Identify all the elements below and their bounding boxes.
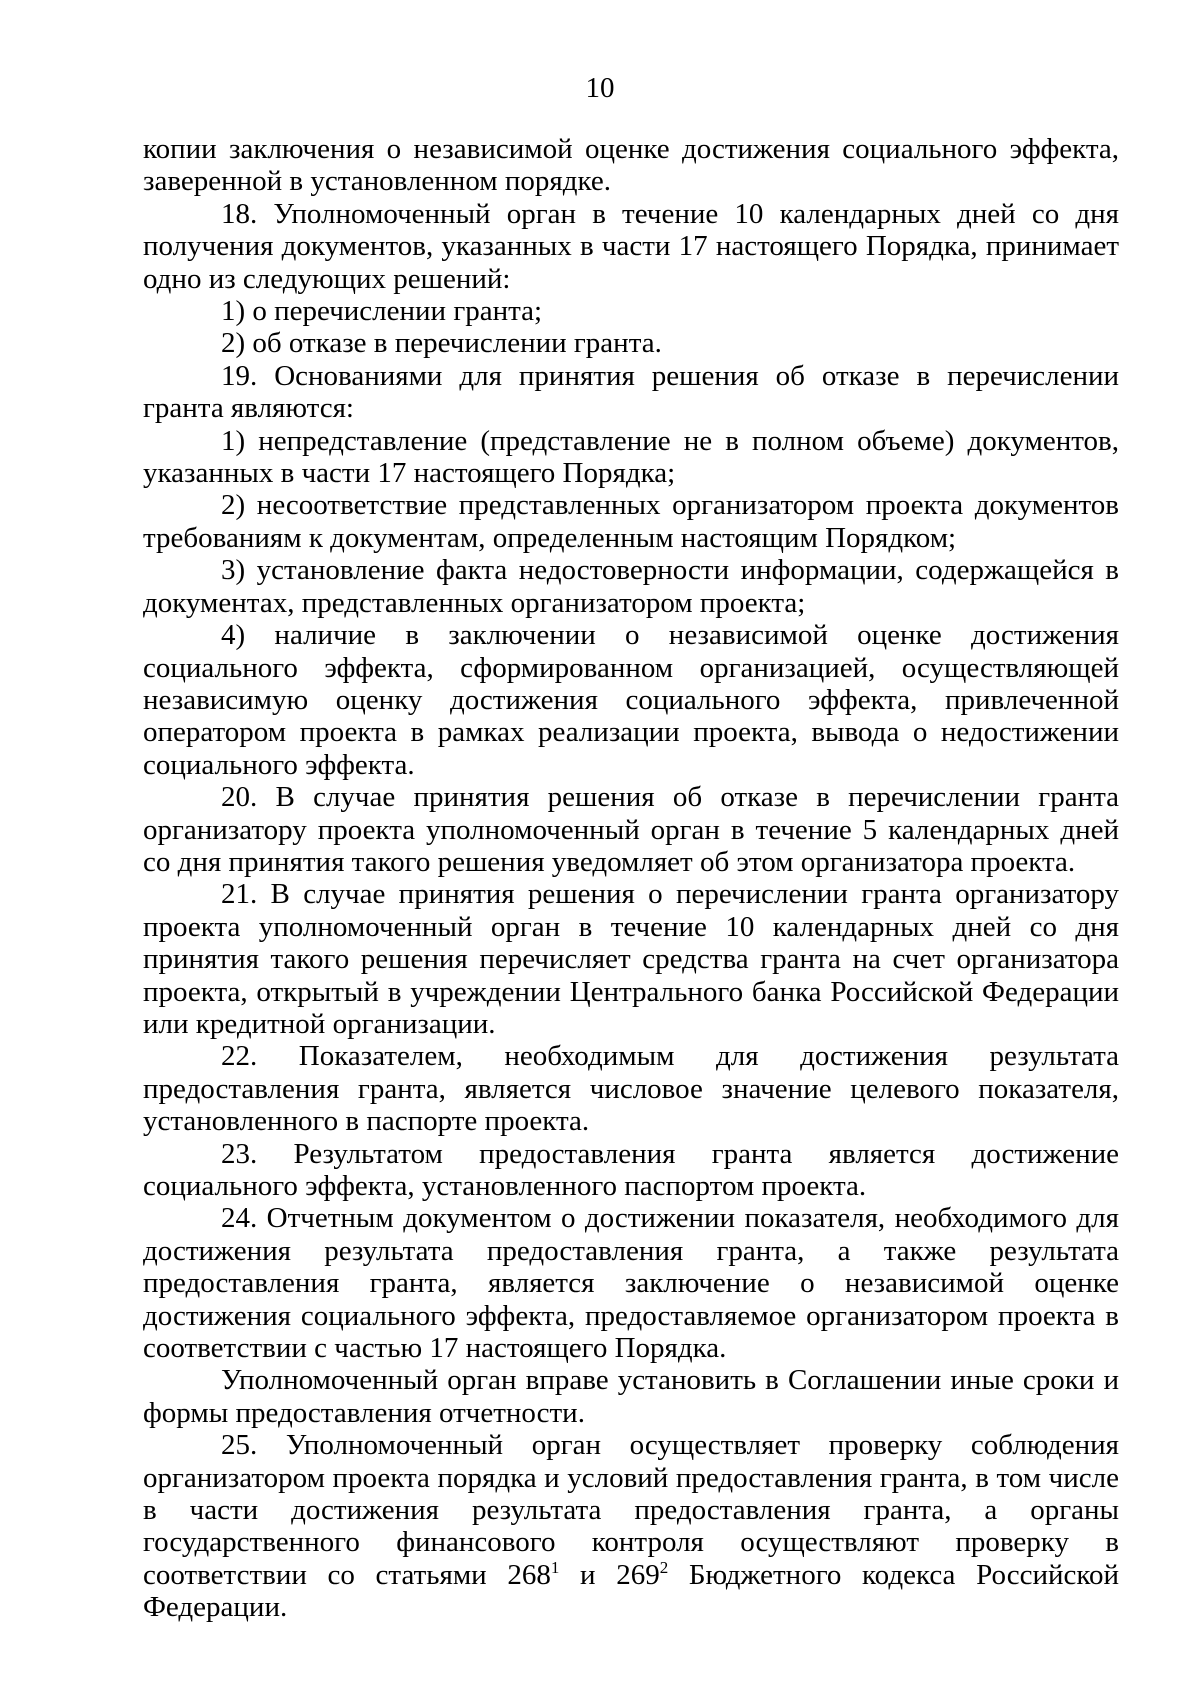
- paragraph-25-text-part1: 25. Уполномоченный орган осуществляет проверку соблюдения организатором проекта порядка и условий предоставления гранта, в том числе в части достижения результата предоставления гранта, а органы государственного финансового контроля осуществляют проверку в соответствии со статьями 268: [143, 1429, 1119, 1591]
- paragraph-24: 24. Отчетным документом о достижении показателя, необходимого для достижения результата предоставления гранта, а также результата предоставления гранта, является заключение о независимой оценке достижения социального эффекта, предоставляемое организатором проекта в соответствии с частью 17 настоящего Порядка.: [143, 1202, 1119, 1365]
- list-item-19-4: 4) наличие в заключении о независимой оценке достижения социального эффекта, сформированном организацией, осуществляющей независимую оценку достижения социального эффекта, привлеченной оператором проекта в рамках реализации проекта, вывода о недостижении социального эффекта.: [143, 619, 1119, 781]
- list-item-19-2: 2) несоответствие представленных организатором проекта документов требованиям к документам, определенным настоящим Порядком;: [143, 489, 1119, 554]
- list-item-18-2: 2) об отказе в перечислении гранта.: [221, 327, 662, 360]
- list-item-19-1: 1) непредставление (представление не в полном объеме) документов, указанных в части 17 настоящего Порядка;: [143, 424, 1119, 490]
- paragraph-25-text-part2: и 269: [559, 1558, 660, 1591]
- paragraph-21: 21. В случае принятия решения о перечислении гранта организатору проекта уполномоченный орган в течение 10 календарных дней со дня принятия такого решения перечисляет средства гранта на счет организатора проекта, открытый в учреждении Центрального банка Российской Федерации или кредитной организации.: [143, 878, 1119, 1040]
- paragraph-20: 20. В случае принятия решения об отказе в перечислении гранта организатору проекта уполномоченный орган в течение 5 календарных дней со дня принятия такого решения уведомляет об этом организатора проекта.: [143, 781, 1119, 878]
- superscript-1: 1: [550, 1557, 560, 1577]
- paragraph-continuation: копии заключения о независимой оценке достижения социального эффекта, заверенной в установленном порядке.: [143, 133, 1119, 198]
- paragraph-22: 22. Показателем, необходимым для достижения результата предоставления гранта, является числовое значение целевого показателя, установленного в паспорте проекта.: [143, 1040, 1119, 1138]
- list-item-18-1: 1) о перечислении гранта;: [221, 295, 543, 328]
- paragraph-24-reporting: Уполномоченный орган вправе установить в Соглашении иные сроки и формы предоставления отчетности.: [143, 1364, 1119, 1429]
- page-number: 10: [585, 72, 615, 104]
- document-body: [143, 133, 1119, 1624]
- paragraph-25-text-part3: Бюджетного кодекса Российской Федерации.: [143, 1558, 1119, 1624]
- paragraph-25: [143, 1429, 1119, 1623]
- paragraph-19: 19. Основаниями для принятия решения об отказе в перечислении гранта являются:: [143, 359, 1119, 425]
- superscript-2: 2: [659, 1557, 669, 1577]
- paragraph-18: 18. Уполномоченный орган в течение 10 календарных дней со дня получения документов, указанных в части 17 настоящего Порядка, принимает одно из следующих решений:: [143, 197, 1119, 295]
- list-item-19-3: 3) установление факта недостоверности информации, содержащейся в документах, представленных организатором проекта;: [143, 554, 1119, 619]
- paragraph-23: 23. Результатом предоставления гранта является достижение социального эффекта, установленного паспортом проекта.: [143, 1137, 1119, 1202]
